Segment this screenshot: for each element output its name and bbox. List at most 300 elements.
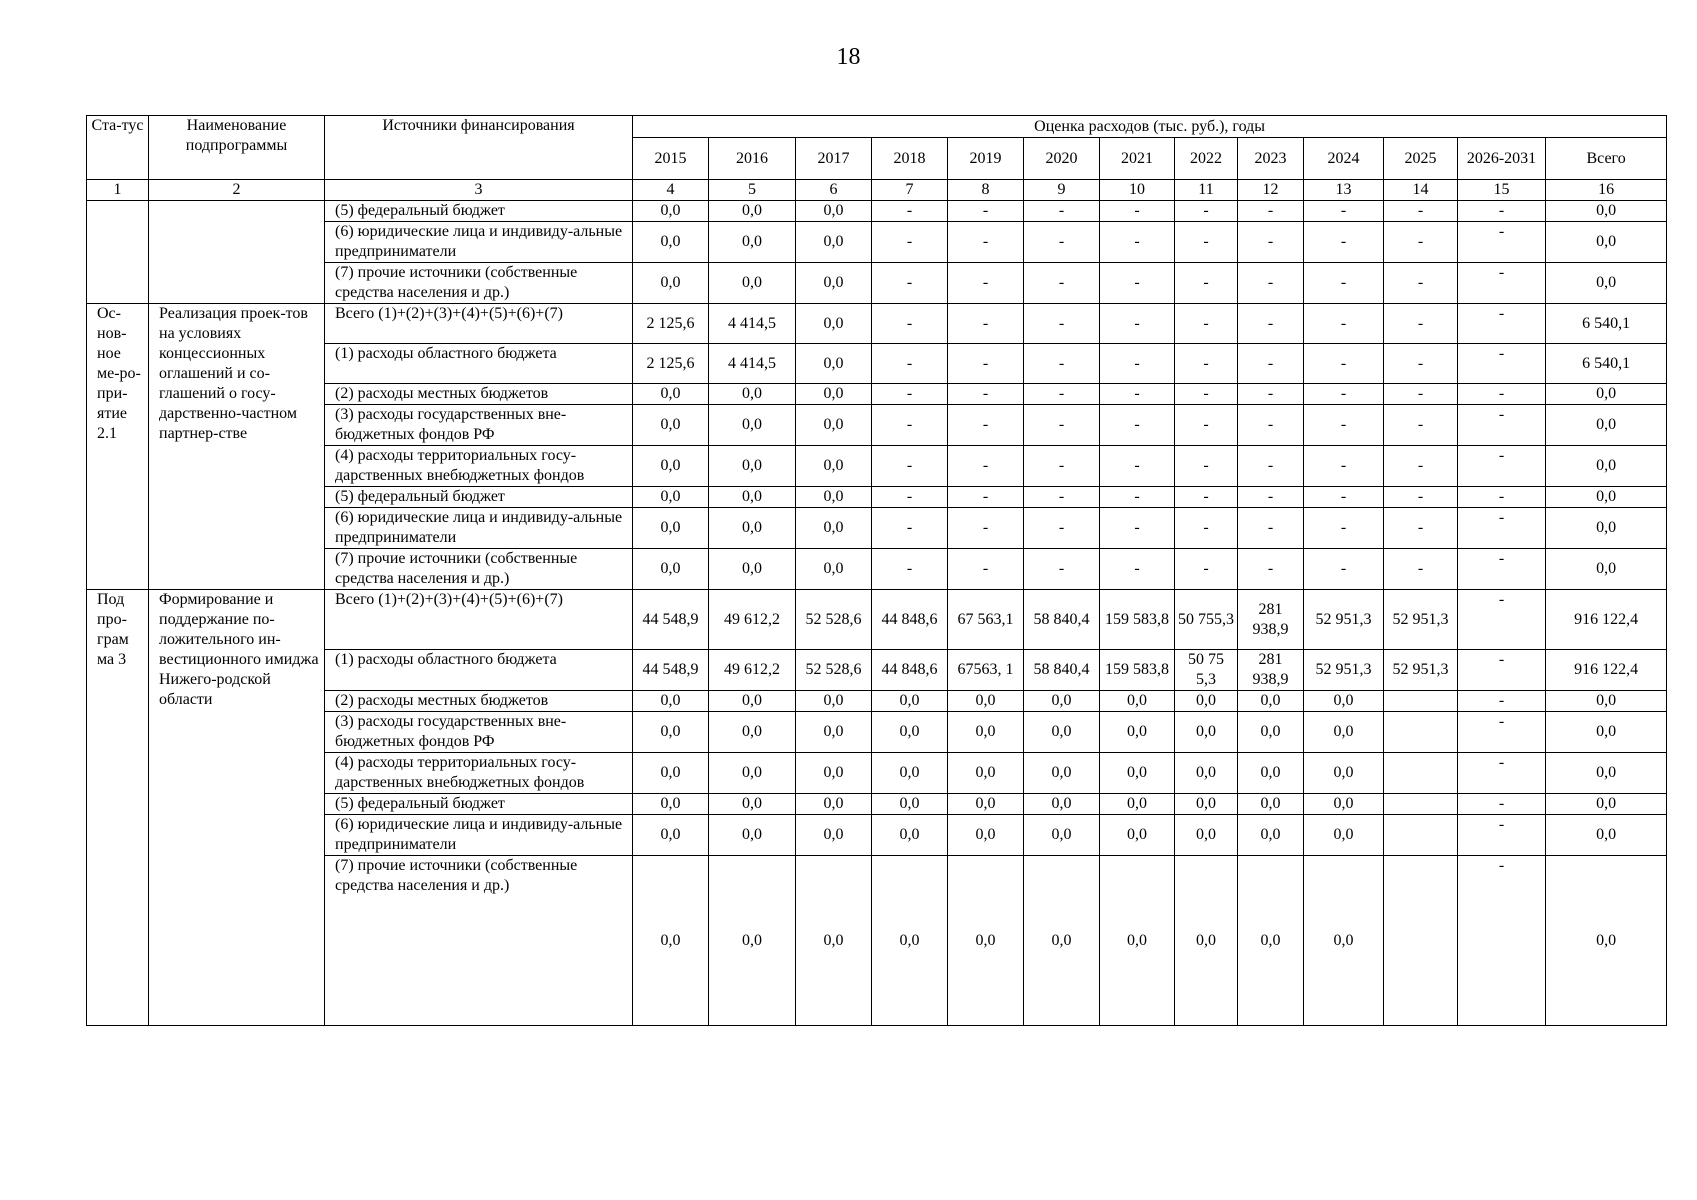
value-cell: - (872, 384, 948, 405)
table-row (87, 856, 1667, 1026)
value-cell: 0,0 (709, 446, 796, 487)
value-cell: - (1384, 549, 1458, 590)
value-cell: - (872, 508, 948, 549)
table-row (87, 304, 1667, 344)
value-cell: 0,0 (709, 691, 796, 712)
table-row (87, 487, 1667, 508)
value-cell: - (872, 222, 948, 263)
value-cell: - (1458, 590, 1546, 650)
value-cell: - (1175, 487, 1238, 508)
value-cell: 49 612,2 (709, 650, 796, 691)
value-cell: - (1458, 508, 1546, 549)
header-year: 2025 (1384, 138, 1458, 180)
value-cell: 0,0 (633, 508, 709, 549)
source-cell: (2) расходы местных бюджетов (325, 691, 633, 712)
value-cell: - (1024, 263, 1100, 304)
value-cell: - (1384, 384, 1458, 405)
value-cell: 0,0 (633, 487, 709, 508)
value-cell: - (1238, 304, 1304, 344)
value-cell: - (1100, 304, 1175, 344)
value-cell: - (1024, 508, 1100, 549)
value-cell: - (1304, 405, 1384, 446)
value-cell: - (1238, 446, 1304, 487)
value-cell: 0,0 (709, 712, 796, 753)
table-row (87, 508, 1667, 549)
value-cell: 52 951,3 (1304, 590, 1384, 650)
value-cell: - (1458, 304, 1546, 344)
value-cell: 0,0 (633, 222, 709, 263)
header-year: 2015 (633, 138, 709, 180)
value-cell: - (948, 446, 1024, 487)
header-year: 2017 (796, 138, 872, 180)
value-cell: 0,0 (948, 794, 1024, 815)
value-cell: - (1238, 384, 1304, 405)
value-cell: - (1238, 222, 1304, 263)
column-number: 5 (709, 180, 796, 201)
column-number: 7 (872, 180, 948, 201)
value-cell: 0,0 (633, 549, 709, 590)
table-row (87, 650, 1667, 691)
source-cell: (5) федеральный бюджет (325, 794, 633, 815)
value-cell: 281 938,9 (1238, 650, 1304, 691)
value-cell: - (1384, 508, 1458, 549)
value-cell: 0,0 (1175, 794, 1238, 815)
value-cell: - (1458, 446, 1546, 487)
value-cell: - (948, 384, 1024, 405)
value-cell: 0,0 (1100, 856, 1175, 1026)
source-cell: (7) прочие источники (собственные средства населения и др.) (325, 856, 633, 1026)
source-cell: (7) прочие источники (собственные средства населения и др.) (325, 263, 633, 304)
value-cell: - (1304, 222, 1384, 263)
value-cell: 0,0 (948, 753, 1024, 794)
value-cell: 0,0 (709, 222, 796, 263)
value-cell: - (1304, 384, 1384, 405)
value-cell: 0,0 (1100, 691, 1175, 712)
value-cell: - (1100, 487, 1175, 508)
header-year: 2026-2031 (1458, 138, 1546, 180)
table-row (87, 263, 1667, 304)
value-cell: 0,0 (1546, 856, 1667, 1026)
table-row (87, 384, 1667, 405)
program-name-cell: Формирование и поддержание по-ложительного ин-вестиционного имиджа Нижего-родской области (149, 590, 325, 1026)
value-cell: - (1175, 549, 1238, 590)
header-name: Наименование подпрограммы (149, 116, 325, 180)
value-cell: 0,0 (1024, 815, 1100, 856)
value-cell: - (1458, 691, 1546, 712)
column-number: 15 (1458, 180, 1546, 201)
source-cell: (4) расходы территориальных госу-дарственных внебюджетных фондов (325, 753, 633, 794)
value-cell: 0,0 (1546, 487, 1667, 508)
value-cell: - (1384, 304, 1458, 344)
value-cell: 0,0 (1100, 753, 1175, 794)
value-cell: 0,0 (796, 344, 872, 384)
column-number: 12 (1238, 180, 1304, 201)
value-cell: 50 755,3 (1175, 590, 1238, 650)
column-number: 13 (1304, 180, 1384, 201)
value-cell: 0,0 (948, 691, 1024, 712)
value-cell: 0,0 (796, 549, 872, 590)
value-cell: 0,0 (796, 384, 872, 405)
value-cell: 0,0 (1546, 384, 1667, 405)
value-cell: 0,0 (633, 815, 709, 856)
value-cell: - (872, 549, 948, 590)
table-row (87, 691, 1667, 712)
financing-table (86, 115, 1667, 1026)
value-cell: - (1238, 344, 1304, 384)
table-header (87, 116, 1667, 201)
source-cell: (7) прочие источники (собственные средства населения и др.) (325, 549, 633, 590)
value-cell: 0,0 (872, 753, 948, 794)
value-cell: 0,0 (1238, 691, 1304, 712)
table-row (87, 446, 1667, 487)
value-cell: - (1175, 384, 1238, 405)
source-cell: (2) расходы местных бюджетов (325, 384, 633, 405)
value-cell: 0,0 (872, 794, 948, 815)
value-cell: - (1100, 405, 1175, 446)
value-cell: 0,0 (633, 753, 709, 794)
value-cell: - (1238, 487, 1304, 508)
value-cell: - (872, 263, 948, 304)
program-name-cell (149, 201, 325, 304)
value-cell: 0,0 (1100, 712, 1175, 753)
page-number: 18 (836, 44, 861, 70)
value-cell: - (1024, 405, 1100, 446)
value-cell: 281 938,9 (1238, 590, 1304, 650)
value-cell: - (1304, 508, 1384, 549)
value-cell: 0,0 (1175, 691, 1238, 712)
header-status: Ста-тус (87, 116, 149, 180)
value-cell: 0,0 (1304, 712, 1384, 753)
source-cell: (6) юридические лица и индивиду-альные предприниматели (325, 815, 633, 856)
value-cell: - (1100, 263, 1175, 304)
value-cell: 67563, 1 (948, 650, 1024, 691)
program-name-cell: Реализация проек-тов на условиях концессионных оглашений и со-глашений о госу-дарственно-частном партнер-стве (149, 304, 325, 590)
value-cell: - (1304, 263, 1384, 304)
value-cell: - (1024, 344, 1100, 384)
value-cell: 0,0 (633, 405, 709, 446)
value-cell: - (1100, 201, 1175, 222)
value-cell: 916 122,4 (1546, 650, 1667, 691)
value-cell: - (1024, 222, 1100, 263)
value-cell: 0,0 (709, 753, 796, 794)
value-cell: 0,0 (633, 263, 709, 304)
value-cell: 0,0 (709, 794, 796, 815)
value-cell: 58 840,4 (1024, 590, 1100, 650)
value-cell: - (1384, 487, 1458, 508)
table-row (87, 712, 1667, 753)
value-cell: 0,0 (1546, 201, 1667, 222)
value-cell: - (948, 549, 1024, 590)
value-cell: - (1024, 304, 1100, 344)
value-cell: - (1384, 446, 1458, 487)
value-cell: 0,0 (1546, 263, 1667, 304)
table-row (87, 549, 1667, 590)
value-cell: - (1458, 263, 1546, 304)
value-cell: - (1458, 650, 1546, 691)
column-number: 1 (87, 180, 149, 201)
value-cell: - (1304, 446, 1384, 487)
value-cell: - (1175, 508, 1238, 549)
value-cell: 0,0 (633, 384, 709, 405)
source-cell: (6) юридические лица и индивиду-альные предприниматели (325, 508, 633, 549)
value-cell: - (1304, 201, 1384, 222)
value-cell: 0,0 (1304, 753, 1384, 794)
value-cell: 0,0 (1024, 691, 1100, 712)
value-cell (1384, 753, 1458, 794)
value-cell: 0,0 (709, 815, 796, 856)
source-cell: (6) юридические лица и индивиду-альные предприниматели (325, 222, 633, 263)
value-cell: - (1304, 344, 1384, 384)
source-cell: (1) расходы областного бюджета (325, 650, 633, 691)
column-number: 2 (149, 180, 325, 201)
value-cell: - (872, 304, 948, 344)
value-cell: 0,0 (1100, 794, 1175, 815)
header-year: Всего (1546, 138, 1667, 180)
value-cell: - (872, 344, 948, 384)
value-cell: 44 848,6 (872, 590, 948, 650)
value-cell: 0,0 (1100, 815, 1175, 856)
value-cell: - (1238, 549, 1304, 590)
value-cell: 0,0 (1238, 856, 1304, 1026)
header-year: 2024 (1304, 138, 1384, 180)
source-cell: (1) расходы областного бюджета (325, 344, 633, 384)
value-cell: - (1458, 487, 1546, 508)
value-cell: 49 612,2 (709, 590, 796, 650)
value-cell: 0,0 (1238, 794, 1304, 815)
value-cell: 52 528,6 (796, 650, 872, 691)
value-cell: 0,0 (796, 405, 872, 446)
value-cell: - (1175, 201, 1238, 222)
value-cell: - (1238, 201, 1304, 222)
value-cell: - (1458, 753, 1546, 794)
value-cell: 0,0 (1175, 712, 1238, 753)
header-source: Источники финансирования (325, 116, 633, 180)
value-cell: 0,0 (1304, 856, 1384, 1026)
value-cell: 0,0 (1546, 222, 1667, 263)
value-cell: 0,0 (796, 753, 872, 794)
value-cell: - (1384, 201, 1458, 222)
value-cell: 0,0 (796, 487, 872, 508)
column-number: 11 (1175, 180, 1238, 201)
value-cell: 0,0 (796, 446, 872, 487)
source-cell: Всего (1)+(2)+(3)+(4)+(5)+(6)+(7) (325, 304, 633, 344)
value-cell: - (1384, 222, 1458, 263)
value-cell: 0,0 (1238, 712, 1304, 753)
value-cell: - (1458, 549, 1546, 590)
value-cell (1384, 691, 1458, 712)
value-cell: 0,0 (709, 508, 796, 549)
value-cell: - (1175, 222, 1238, 263)
value-cell: 0,0 (1546, 508, 1667, 549)
value-cell (1384, 712, 1458, 753)
value-cell: 0,0 (1546, 815, 1667, 856)
value-cell: 0,0 (709, 549, 796, 590)
column-number: 9 (1024, 180, 1100, 201)
value-cell: 0,0 (948, 815, 1024, 856)
value-cell: - (1238, 405, 1304, 446)
value-cell: 0,0 (1238, 815, 1304, 856)
value-cell: 0,0 (1546, 753, 1667, 794)
value-cell: - (872, 446, 948, 487)
table-row (87, 815, 1667, 856)
column-number: 16 (1546, 180, 1667, 201)
value-cell: 0,0 (1175, 856, 1238, 1026)
value-cell: 0,0 (709, 263, 796, 304)
value-cell: 0,0 (872, 815, 948, 856)
value-cell: 916 122,4 (1546, 590, 1667, 650)
value-cell: - (1100, 222, 1175, 263)
value-cell: - (1100, 549, 1175, 590)
value-cell: 0,0 (709, 405, 796, 446)
value-cell: - (1100, 384, 1175, 405)
value-cell: 2 125,6 (633, 304, 709, 344)
value-cell: 0,0 (1175, 753, 1238, 794)
header-year: 2023 (1238, 138, 1304, 180)
value-cell: - (1100, 508, 1175, 549)
table-row (87, 405, 1667, 446)
value-cell: - (1458, 384, 1546, 405)
source-cell: Всего (1)+(2)+(3)+(4)+(5)+(6)+(7) (325, 590, 633, 650)
header-year: 2016 (709, 138, 796, 180)
value-cell: 0,0 (709, 856, 796, 1026)
value-cell: 0,0 (1546, 691, 1667, 712)
value-cell: 0,0 (1304, 691, 1384, 712)
value-cell: 0,0 (872, 691, 948, 712)
table-row (87, 201, 1667, 222)
value-cell: 0,0 (633, 201, 709, 222)
column-number: 6 (796, 180, 872, 201)
value-cell: - (872, 487, 948, 508)
table-row (87, 794, 1667, 815)
value-cell: 0,0 (796, 304, 872, 344)
column-number: 4 (633, 180, 709, 201)
value-cell: - (1238, 508, 1304, 549)
value-cell: - (1175, 304, 1238, 344)
value-cell: - (1024, 384, 1100, 405)
value-cell: 0,0 (1304, 815, 1384, 856)
value-cell: - (948, 344, 1024, 384)
value-cell: - (1304, 487, 1384, 508)
value-cell: 0,0 (796, 222, 872, 263)
value-cell: - (948, 263, 1024, 304)
value-cell: 0,0 (633, 691, 709, 712)
value-cell: 52 951,3 (1384, 590, 1458, 650)
value-cell: 0,0 (1024, 794, 1100, 815)
value-cell: 0,0 (1546, 446, 1667, 487)
value-cell: - (1024, 446, 1100, 487)
value-cell: 0,0 (1546, 712, 1667, 753)
value-cell: 6 540,1 (1546, 344, 1667, 384)
table-row (87, 222, 1667, 263)
column-number: 10 (1100, 180, 1175, 201)
value-cell: 0,0 (796, 815, 872, 856)
value-cell (1384, 815, 1458, 856)
value-cell: - (948, 304, 1024, 344)
value-cell: - (872, 201, 948, 222)
value-cell: 0,0 (796, 263, 872, 304)
source-cell: (3) расходы государственных вне-бюджетных фондов РФ (325, 712, 633, 753)
value-cell: 6 540,1 (1546, 304, 1667, 344)
value-cell: - (948, 487, 1024, 508)
value-cell (1384, 856, 1458, 1026)
column-number: 8 (948, 180, 1024, 201)
value-cell: 0,0 (1546, 549, 1667, 590)
header-year: 2019 (948, 138, 1024, 180)
header-year: 2020 (1024, 138, 1100, 180)
value-cell: - (1458, 344, 1546, 384)
value-cell: 0,0 (709, 487, 796, 508)
value-cell: 0,0 (1546, 794, 1667, 815)
value-cell: - (1458, 405, 1546, 446)
value-cell: 0,0 (872, 712, 948, 753)
value-cell: 0,0 (1024, 856, 1100, 1026)
value-cell: - (1458, 201, 1546, 222)
value-cell: 0,0 (1175, 815, 1238, 856)
value-cell: 0,0 (796, 794, 872, 815)
table-body (87, 201, 1667, 1026)
value-cell: 44 548,9 (633, 590, 709, 650)
source-cell: (5) федеральный бюджет (325, 487, 633, 508)
value-cell: - (1024, 487, 1100, 508)
value-cell: - (1175, 263, 1238, 304)
header-year: 2022 (1175, 138, 1238, 180)
value-cell: 0,0 (633, 794, 709, 815)
value-cell: 0,0 (796, 508, 872, 549)
value-cell: 44 848,6 (872, 650, 948, 691)
value-cell: - (1024, 201, 1100, 222)
status-cell: Под про-грам ма 3 (87, 590, 149, 1026)
value-cell: 0,0 (796, 856, 872, 1026)
table-row (87, 590, 1667, 650)
value-cell: 0,0 (1546, 405, 1667, 446)
value-cell: 0,0 (633, 712, 709, 753)
value-cell: 0,0 (1238, 753, 1304, 794)
value-cell (1384, 794, 1458, 815)
source-cell: (5) федеральный бюджет (325, 201, 633, 222)
value-cell: - (1175, 344, 1238, 384)
value-cell: - (1458, 222, 1546, 263)
table-row (87, 753, 1667, 794)
value-cell: 52 951,3 (1384, 650, 1458, 691)
value-cell: 44 548,9 (633, 650, 709, 691)
column-number: 3 (325, 180, 633, 201)
value-cell: 0,0 (1304, 794, 1384, 815)
value-cell: - (1238, 263, 1304, 304)
value-cell: - (1304, 304, 1384, 344)
value-cell: 0,0 (796, 691, 872, 712)
value-cell: 58 840,4 (1024, 650, 1100, 691)
value-cell: - (1458, 815, 1546, 856)
value-cell: 4 414,5 (709, 304, 796, 344)
value-cell: 0,0 (709, 201, 796, 222)
value-cell: - (948, 201, 1024, 222)
header-year: 2021 (1100, 138, 1175, 180)
status-cell: Ос-нов-ное ме-ро-при-ятие 2.1 (87, 304, 149, 590)
value-cell: - (1384, 344, 1458, 384)
value-cell: 67 563,1 (948, 590, 1024, 650)
value-cell: 0,0 (796, 201, 872, 222)
value-cell: 0,0 (1024, 753, 1100, 794)
value-cell: 0,0 (709, 384, 796, 405)
source-cell: (4) расходы территориальных госу-дарственных внебюджетных фондов (325, 446, 633, 487)
value-cell: 2 125,6 (633, 344, 709, 384)
value-cell: 52 951,3 (1304, 650, 1384, 691)
header-year: 2018 (872, 138, 948, 180)
value-cell: - (1304, 549, 1384, 590)
value-cell: 52 528,6 (796, 590, 872, 650)
value-cell: 0,0 (633, 856, 709, 1026)
table-row (87, 344, 1667, 384)
